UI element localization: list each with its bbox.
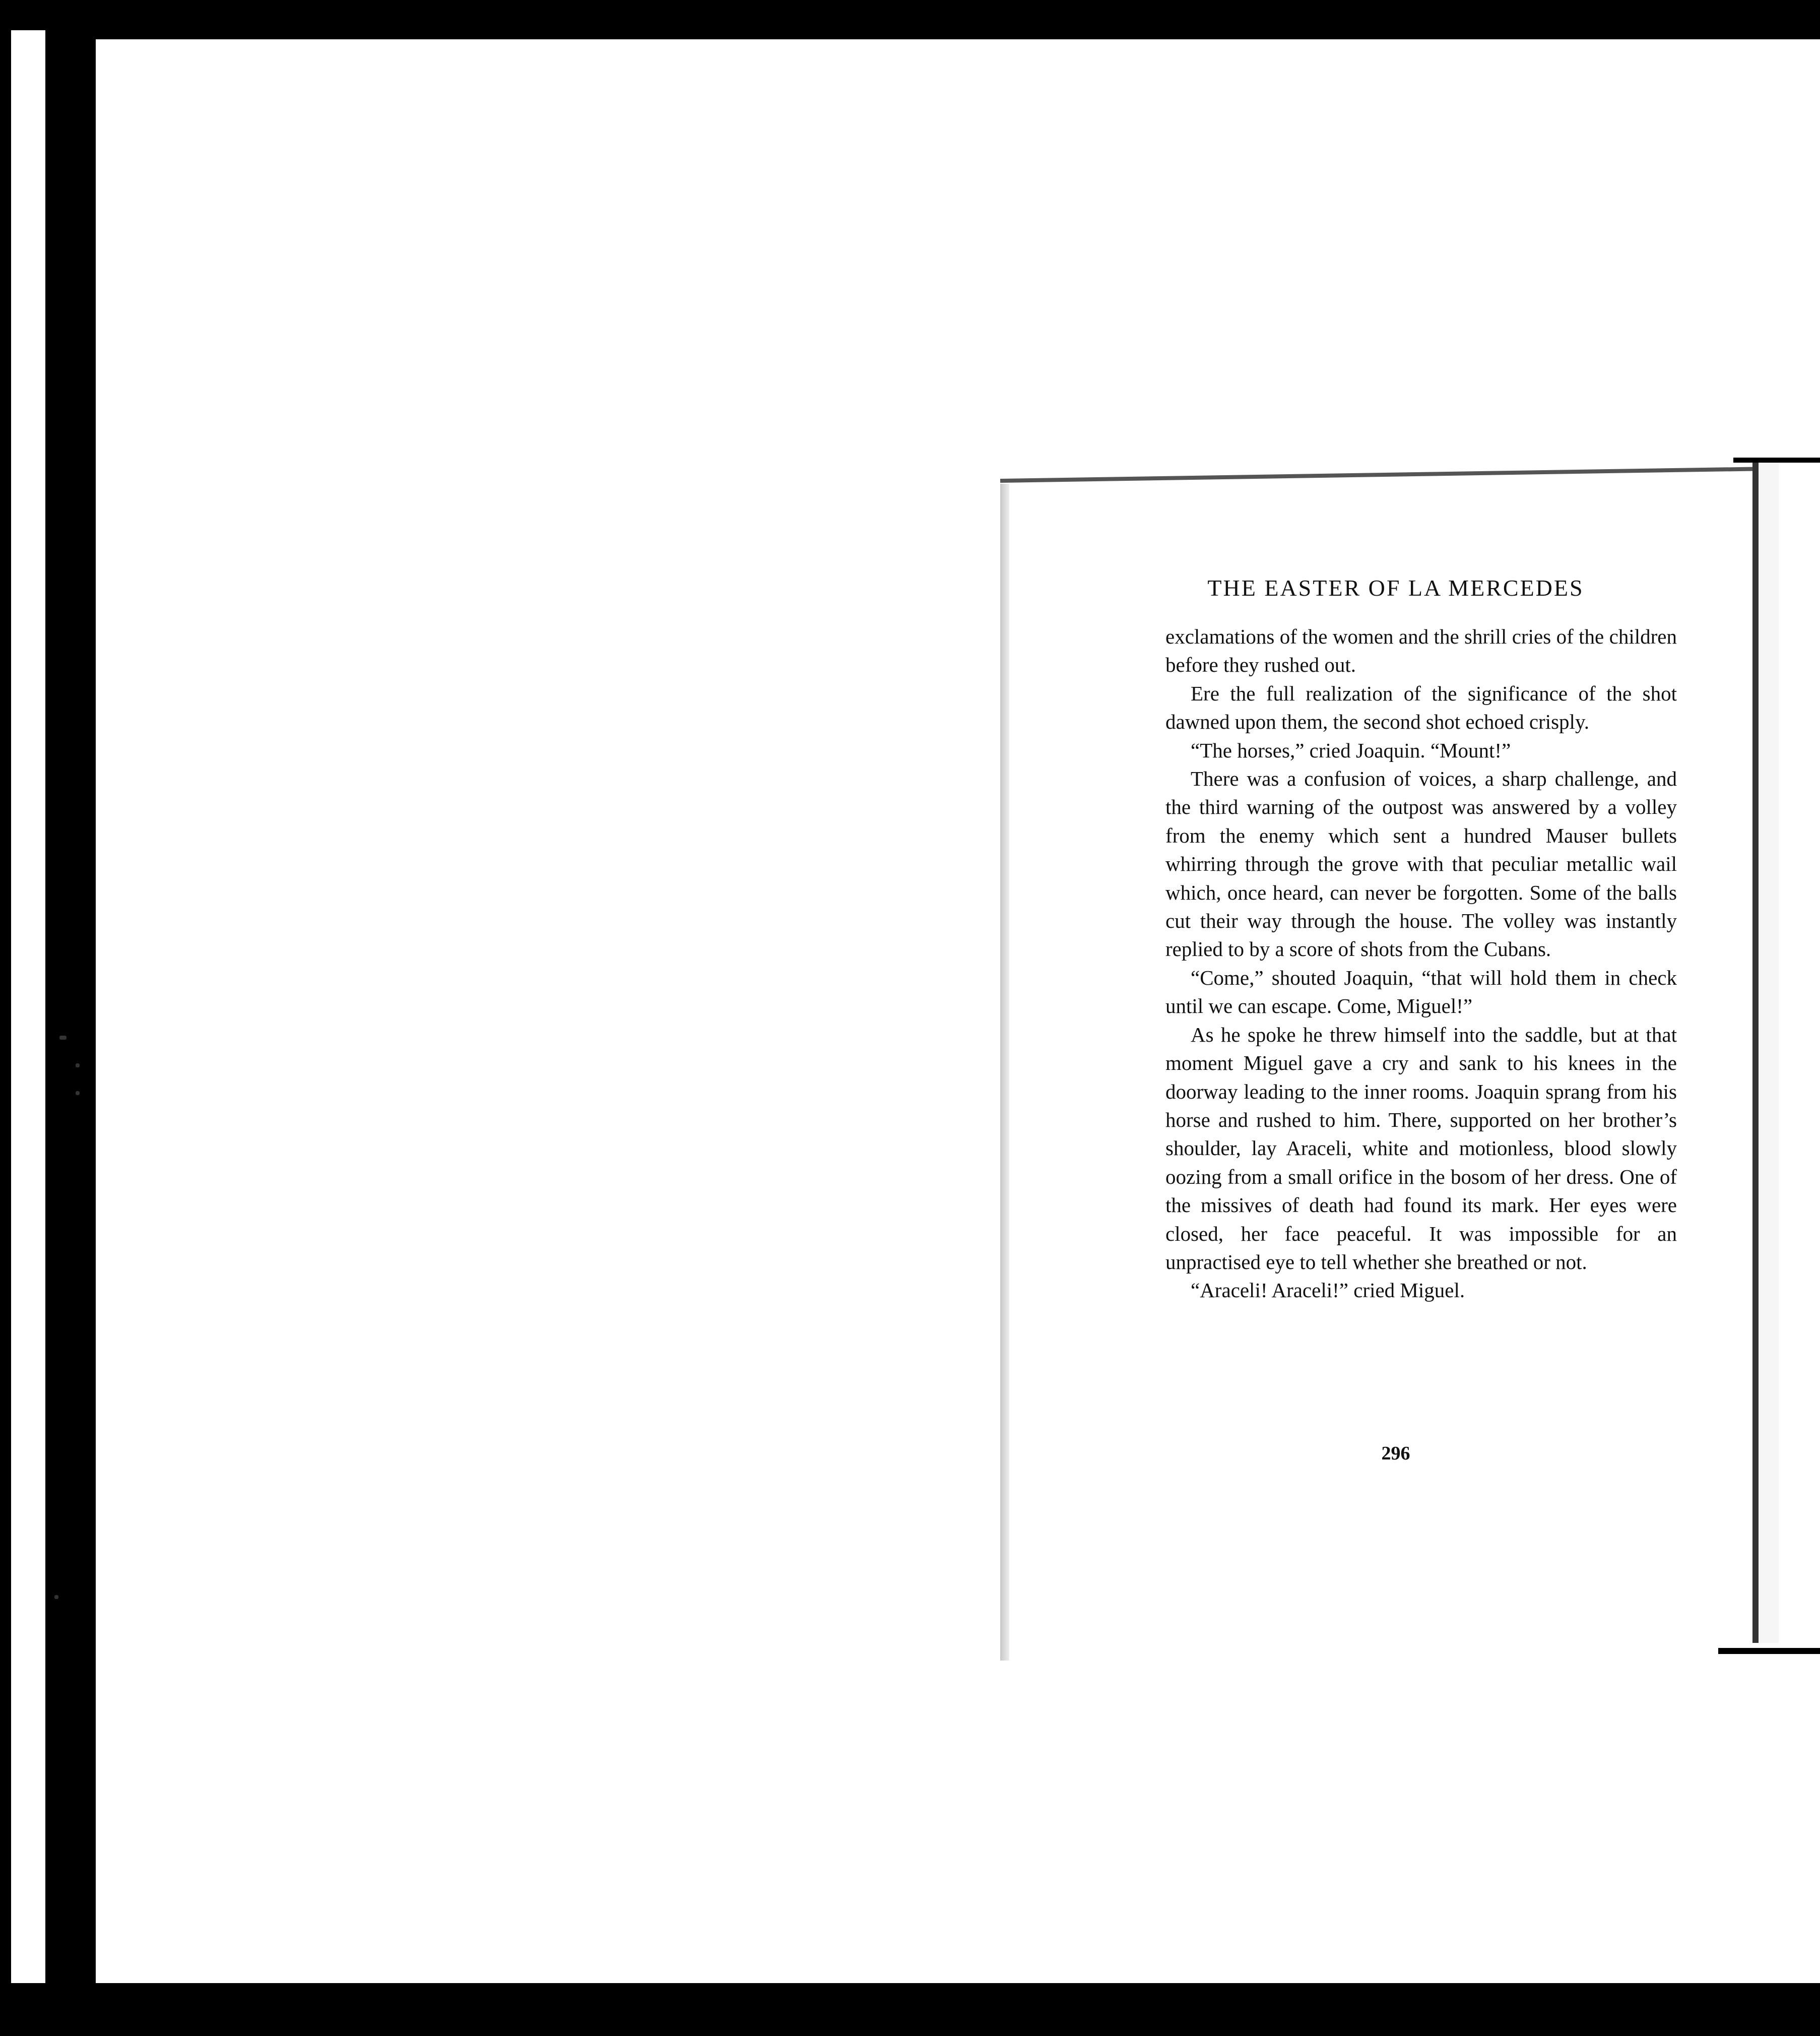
scan-frame-top <box>0 0 1820 39</box>
page-number: 296 <box>1381 1443 1410 1464</box>
scan-frame-left-inner <box>45 30 96 1996</box>
paragraph: “Araceli! Araceli!” cried Miguel. <box>1191 1279 1465 1302</box>
scan-frame-left-gap <box>11 30 45 1996</box>
page-bottom-rule <box>1718 1648 1820 1654</box>
scan-frame-left-outer <box>0 0 11 2036</box>
scan-speck <box>76 1091 80 1095</box>
page-top-rule <box>1733 458 1820 463</box>
paragraph: exclamations of the women and the shrill cries of the children before they rushed out. <box>1165 625 1677 677</box>
paragraph: As he spoke he threw himself into the saddle, but at that moment Miguel gave a cry and sank to his knees in the doorway leading to the inner rooms. Joaquin sprang from his horse and rushed to him. There, supported on her brother’s shoulder, lay Araceli, white and motionless, blood slowly oozing from a small orifice in the bosom of her dress. One of the missives of death had found its mark. Her eyes were closed, her face peaceful. It was impossible for an unpractised eye to tell whether she breathed or not. <box>1165 1023 1677 1274</box>
running-head: THE EASTER OF LA MERCEDES <box>1207 575 1584 601</box>
scan-speck <box>54 1595 58 1599</box>
paragraph: There was a confusion of voices, a sharp challenge, and the third warning of the outpost was answered by a volley from the enemy which sent a hundred Mauser bullets whirring through the grove with that peculiar metallic wail which, once heard, can never be forgotten. Some of the balls cut their way through the house. The volley was instantly replied to by a score of shots from the Cubans. <box>1165 767 1677 961</box>
paragraph: “The horses,” cried Joaquin. “Mount!” <box>1191 738 1511 762</box>
paragraph: Ere the full realization of the significance of the shot dawned upon them, the second shot echoed crisply. <box>1165 681 1677 734</box>
page-right-edge <box>1752 461 1759 1643</box>
scan-frame-bottom <box>0 1983 1820 2036</box>
page-left-edge <box>1000 484 1009 1661</box>
scan-speck <box>76 1063 80 1067</box>
body-text <box>1165 622 1677 1305</box>
book-spine <box>1759 461 1779 1643</box>
paragraph: “Come,” shouted Joaquin, “that will hold them in check until we can escape. Come, Miguel!” <box>1165 966 1677 1018</box>
scan-speck <box>59 1036 67 1040</box>
